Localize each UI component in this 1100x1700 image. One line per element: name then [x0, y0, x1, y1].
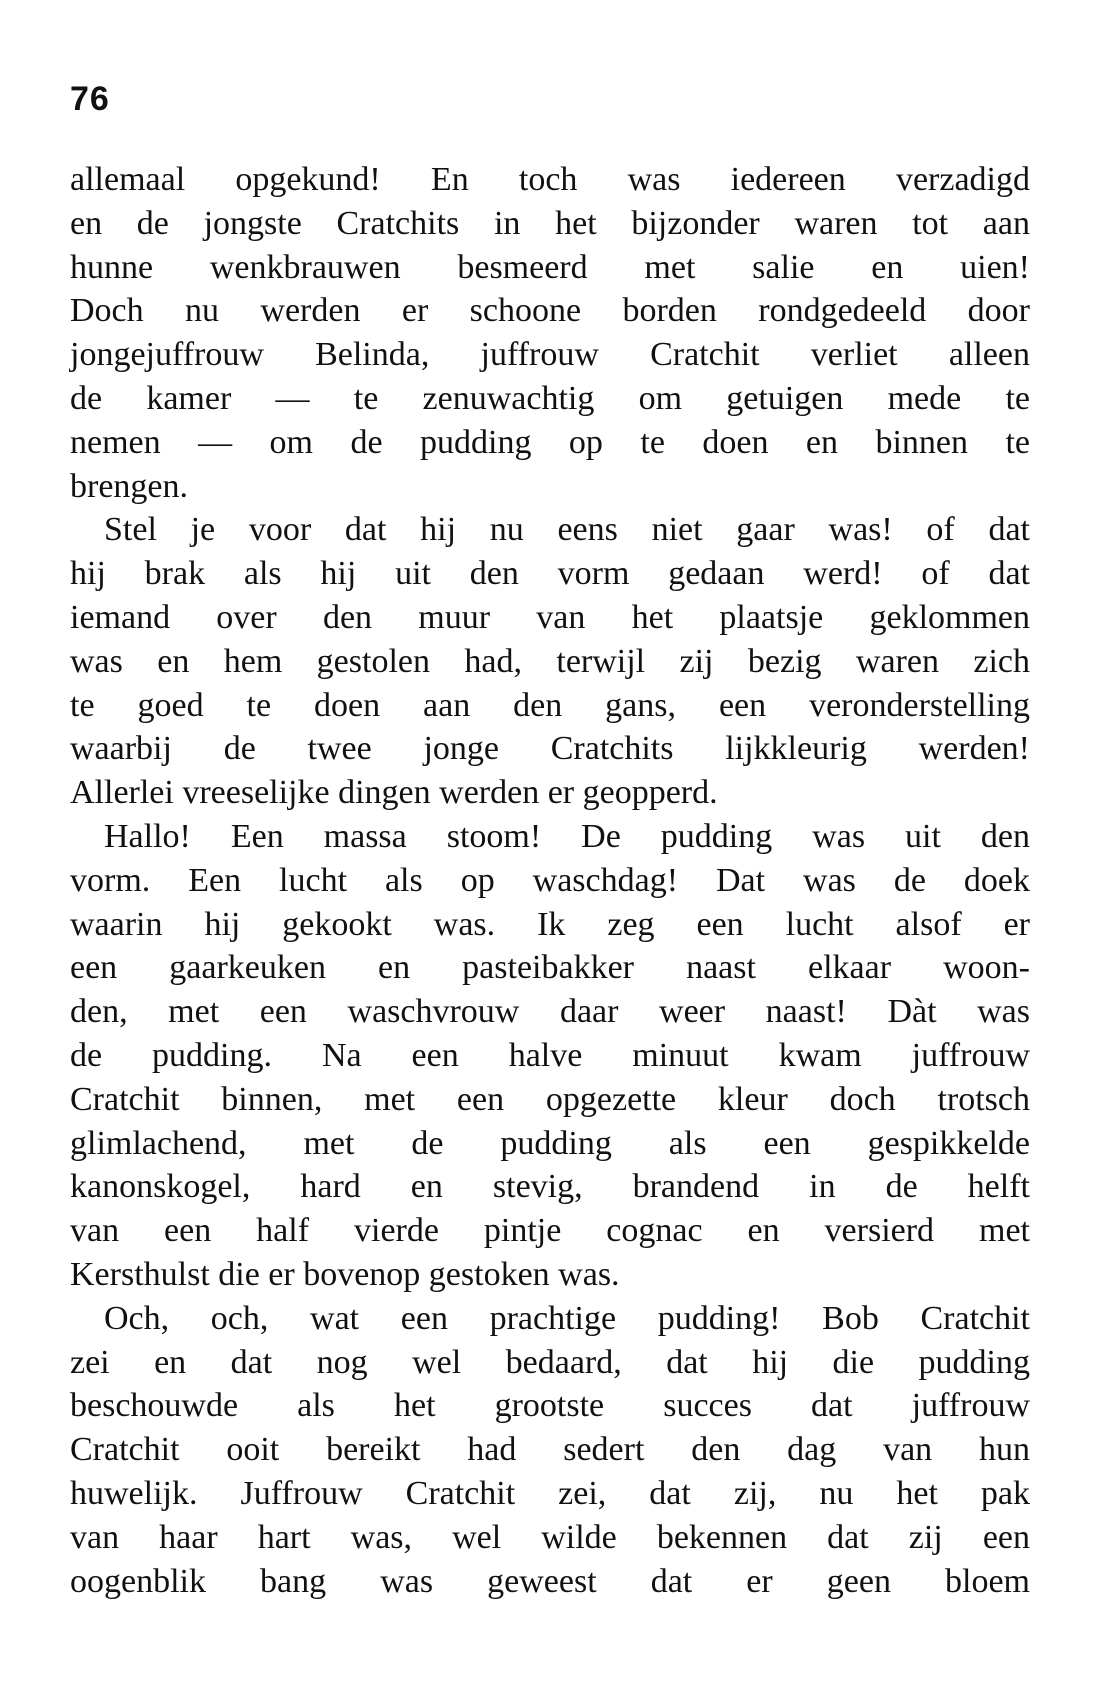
text-line: Stel je voor dat hij nu eens niet gaar was! of dat [104, 511, 1030, 549]
text-line: hij brak als hij uit den vorm gedaan werd! of dat [70, 555, 1030, 593]
text-line: te goed te doen aan den gans, een veronderstelling [70, 686, 1030, 724]
text-line: glimlachend, met de pudding als een gespikkelde [70, 1124, 1030, 1162]
text-line: was en hem gestolen had, terwijl zij bezig waren zich [70, 642, 1030, 680]
text-line: iemand over den muur van het plaatsje geklommen [70, 598, 1030, 636]
text-line: en de jongste Cratchits in het bijzonder waren tot aan [70, 204, 1030, 242]
text-line: van haar hart was, wel wilde bekennen dat zij een [70, 1518, 1030, 1556]
paragraph [70, 508, 1030, 815]
text-line: huwelijk. Juffrouw Cratchit zei, dat zij, nu het pak [70, 1474, 1030, 1512]
text-line: beschouwde als het grootste succes dat juffrouw [70, 1387, 1030, 1425]
text-line: van een half vierde pintje cognac en versierd met [70, 1212, 1030, 1250]
text-line: Cratchit ooit bereikt had sedert den dag van hun [70, 1431, 1030, 1469]
text-line: Doch nu werden er schoone borden rondgedeeld door [70, 292, 1030, 330]
paragraph [70, 158, 1030, 508]
paragraph [70, 1297, 1030, 1604]
text-line: Hallo! Een massa stoom! De pudding was uit den [104, 817, 1030, 855]
paragraph [70, 815, 1030, 1297]
page-number: 76 [70, 80, 110, 118]
text-line: oogenblik bang was geweest dat er geen bloem [70, 1562, 1030, 1600]
text-line: de kamer — te zenuwachtig om getuigen mede te [70, 379, 1030, 417]
text-line: Cratchit binnen, met een opgezette kleur doch trotsch [70, 1080, 1030, 1118]
text-line: vorm. Een lucht als op waschdag! Dat was de doek [70, 861, 1030, 899]
text-line: Allerlei vreeselijke dingen werden er geopperd. [70, 774, 718, 812]
text-line: de pudding. Na een halve minuut kwam juffrouw [70, 1036, 1030, 1074]
text-line: waarin hij gekookt was. Ik zeg een lucht alsof er [70, 905, 1030, 943]
text-line: kanonskogel, hard en stevig, brandend in de helft [70, 1168, 1030, 1206]
text-line: brengen. [70, 467, 189, 505]
text-line: hunne wenkbrauwen besmeerd met salie en uien! [70, 248, 1030, 286]
text-line: nemen — om de pudding op te doen en binnen te [70, 423, 1030, 461]
text-line: jongejuffrouw Belinda, juffrouw Cratchit verliet alleen [70, 336, 1030, 374]
text-line: allemaal opgekund! En toch was iedereen verzadigd [70, 161, 1030, 198]
text-line: Och, och, wat een prachtige pudding! Bob Cratchit [104, 1299, 1030, 1337]
text-line: zei en dat nog wel bedaard, dat hij die pudding [70, 1343, 1030, 1381]
text-line: een gaarkeuken en pasteibakker naast elkaar woon- [70, 949, 1030, 987]
text-line: Kersthulst die er bovenop gestoken was. [70, 1255, 620, 1293]
page-body-text [70, 158, 1030, 1603]
text-line: waarbij de twee jonge Cratchits lijkkleurig werden! [70, 730, 1030, 768]
text-line: den, met een waschvrouw daar weer naast! Dàt was [70, 993, 1030, 1031]
